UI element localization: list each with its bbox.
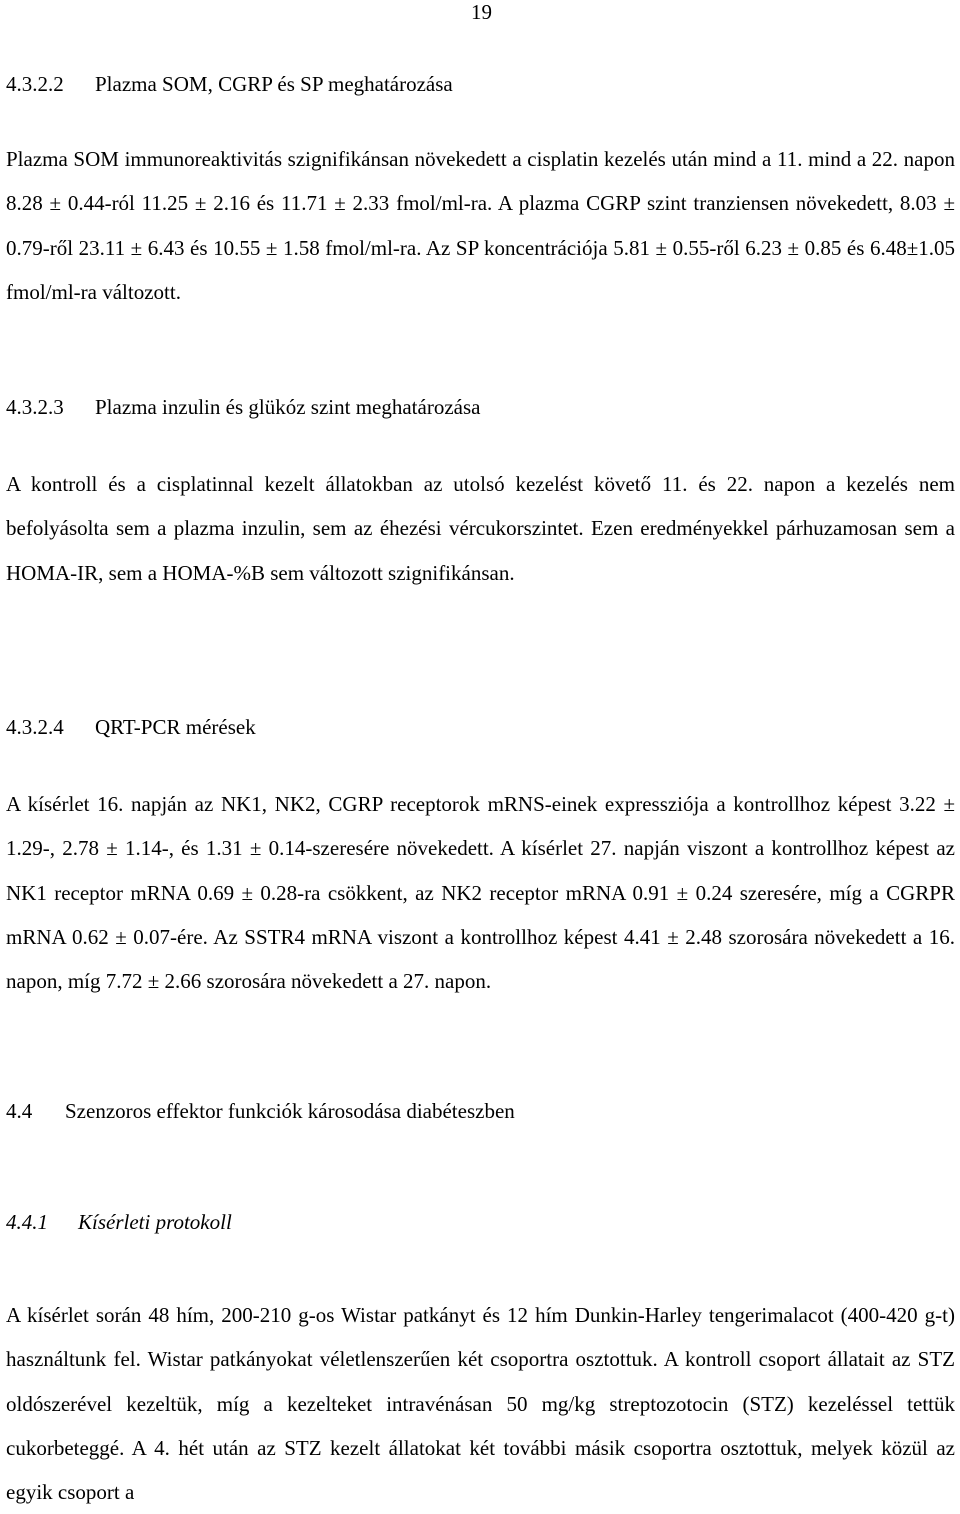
- section-paragraph: A kísérlet 16. napján az NK1, NK2, CGRP receptorok mRNS-einek expressziója a kontrollhoz képest 3.22 ± 1.29-, 2.78 ± 1.14-, és 1.31 ± 0.14-szeresére növekedett. A kísérlet 27. napján viszont a kontrollhoz képest az NK1 receptor mRNA 0.69 ± 0.28-ra csökkent, az NK2 receptor mRNA 0.91 ± 0.24 szeresére, míg a CGRPR mRNA 0.62 ± 0.07-ére. Az SSTR4 mRNA viszont a kontrollhoz képest 4.41 ± 2.48 szorosára növekedett a 16. napon, míg 7.72 ± 2.66 szorosára növekedett a 27. napon.: [6, 792, 955, 994]
- section-heading-4-4: [6, 1099, 515, 1123]
- section-paragraph: A kísérlet során 48 hím, 200-210 g-os Wistar patkányt és 12 hím Dunkin-Harley tengerimalacot (400-420 g-t) használtunk fel. Wistar patkányokat véletlenszerűen két csoportra osztottuk. A kontroll csoport állatait az STZ oldószerével kezeltük, míg a kezelteket intravénásan 50 mg/kg streptozotocin (STZ) kezeléssel tettük cukorbeteggé. A 4. hét után az STZ kezelt állatokat két további másik csoportra osztottuk, melyek közül az egyik csoport a: [6, 1303, 955, 1505]
- section-number: 4.3.2.4: [6, 715, 64, 739]
- section-title: QRT-PCR mérések: [95, 715, 256, 739]
- section-heading-4-3-2-4: [6, 715, 256, 739]
- section-number: 4.3.2.3: [6, 395, 64, 419]
- section-number: 4.3.2.2: [6, 72, 64, 96]
- section-number: 4.4.1: [6, 1210, 48, 1234]
- page-number: 19: [471, 0, 492, 24]
- section-title: Plazma SOM, CGRP és SP meghatározása: [95, 72, 453, 96]
- section-heading-4-4-1: [6, 1210, 232, 1234]
- section-title: Szenzoros effektor funkciók károsodása diabéteszben: [65, 1099, 515, 1123]
- section-heading-4-3-2-2: [6, 72, 453, 96]
- section-number: 4.4: [6, 1099, 33, 1123]
- section-heading-4-3-2-3: [6, 395, 480, 419]
- section-title: Kísérleti protokoll: [78, 1210, 232, 1234]
- section-paragraph: Plazma SOM immunoreaktivitás szignifikánsan növekedett a cisplatin kezelés után mind a 11. mind a 22. napon 8.28 ± 0.44-ról 11.25 ± 2.16 és 11.71 ± 2.33 fmol/ml-ra. A plazma CGRP szint tranziensen növekedett, 8.03 ± 0.79-ről 23.11 ± 6.43 és 10.55 ± 1.58 fmol/ml-ra. Az SP koncentrációja 5.81 ± 0.55-ről 6.23 ± 0.85 és 6.48±1.05 fmol/ml-ra változott.: [6, 147, 955, 304]
- section-title: Plazma inzulin és glükóz szint meghatározása: [95, 395, 481, 419]
- section-paragraph: A kontroll és a cisplatinnal kezelt állatokban az utolsó kezelést követő 11. és 22. napon a kezelés nem befolyásolta sem a plazma inzulin, sem az éhezési vércukorszintet. Ezen eredményekkel párhuzamosan sem a HOMA-IR, sem a HOMA-%B sem változott szignifikánsan.: [6, 472, 955, 585]
